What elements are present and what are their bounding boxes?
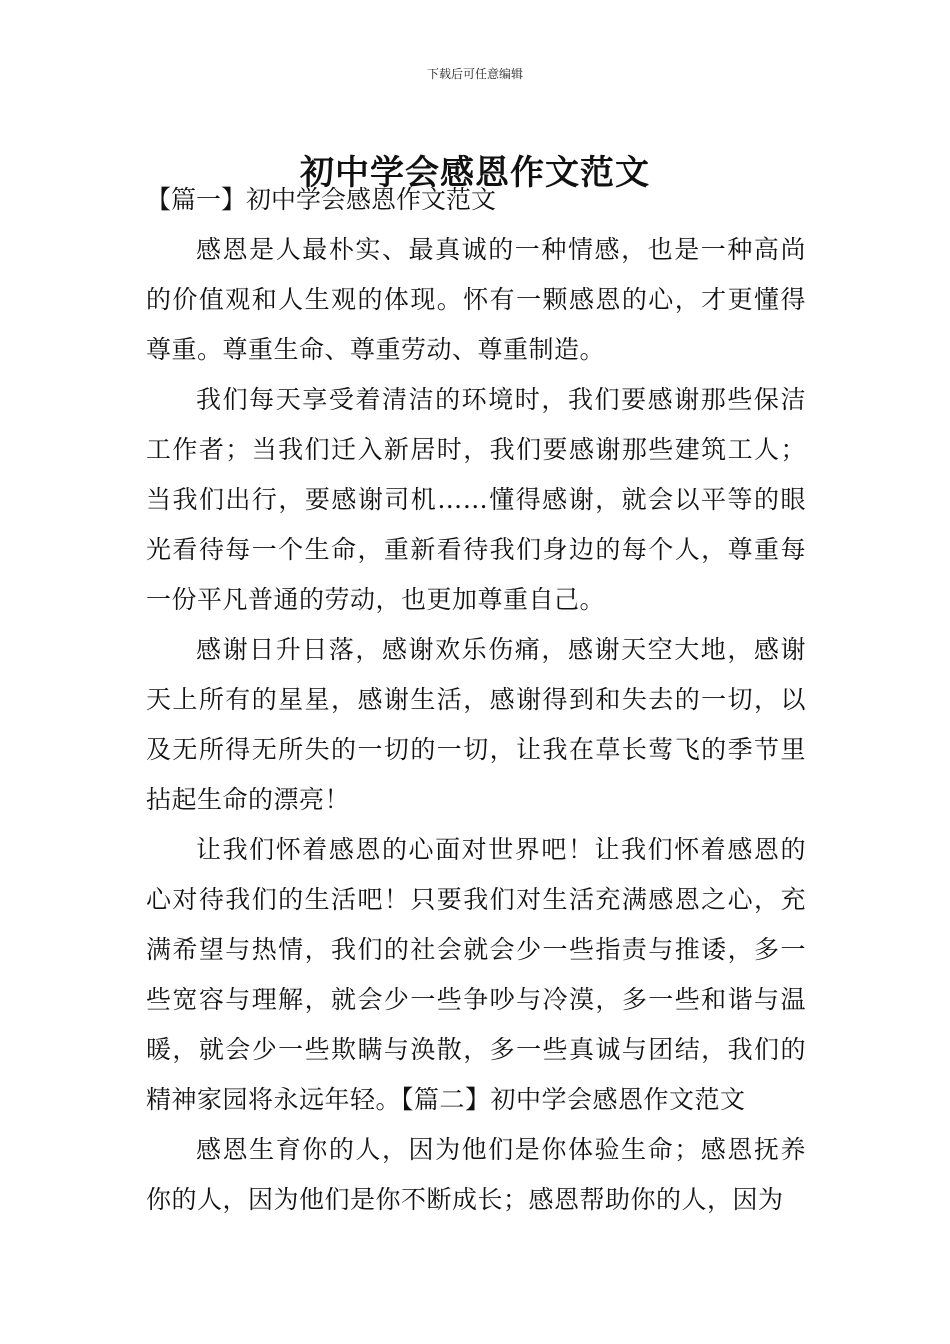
paragraph-1: 感恩是人最朴实、最真诚的一种情感，也是一种高尚的价值观和人生观的体现。怀有一颗感恩的心，才更懂得尊重。尊重生命、尊重劳动、尊重制造。 [146,235,806,364]
paragraph-3: 感谢日升日落，感谢欢乐伤痛，感谢天空大地，感谢天上所有的星星，感谢生活，感谢得到和失去的一切，以及无所得无所失的一切的一切，让我在草长莺飞的季节里拈起生命的漂亮！ [146,635,806,814]
document-body [146,175,806,1225]
section-heading-1: 【篇一】初中学会感恩作文范文 [146,185,497,214]
paragraph-2: 我们每天享受着清洁的环境时，我们要感谢那些保洁工作者；当我们迁入新居时，我们要感谢那些建筑工人；当我们出行，要感谢司机……懂得感谢，就会以平等的眼光看待每一个生命，重新看待我们身边的每个人，尊重每一份平凡普通的劳动，也更加尊重自己。 [146,385,806,614]
paragraph-5: 感恩生育你的人，因为他们是你体验生命；感恩抚养你的人，因为他们是你不断成长；感恩帮助你的人，因为 [146,1135,806,1214]
paragraph-4: 让我们怀着感恩的心面对世界吧！让我们怀着感恩的心对待我们的生活吧！只要我们对生活充满感恩之心，充满希望与热情，我们的社会就会少一些指责与推诿，多一些宽容与理解，就会少一些争吵与冷漠，多一些和谐与温暖，就会少一些欺瞒与涣散，多一些真诚与团结，我们的精神家园将永远年轻。【篇二】初中学会感恩作文范文 [146,835,806,1114]
document-title: 初中学会感恩作文范文 [300,152,650,193]
header-note: 下载后可任意编辑 [426,67,523,81]
